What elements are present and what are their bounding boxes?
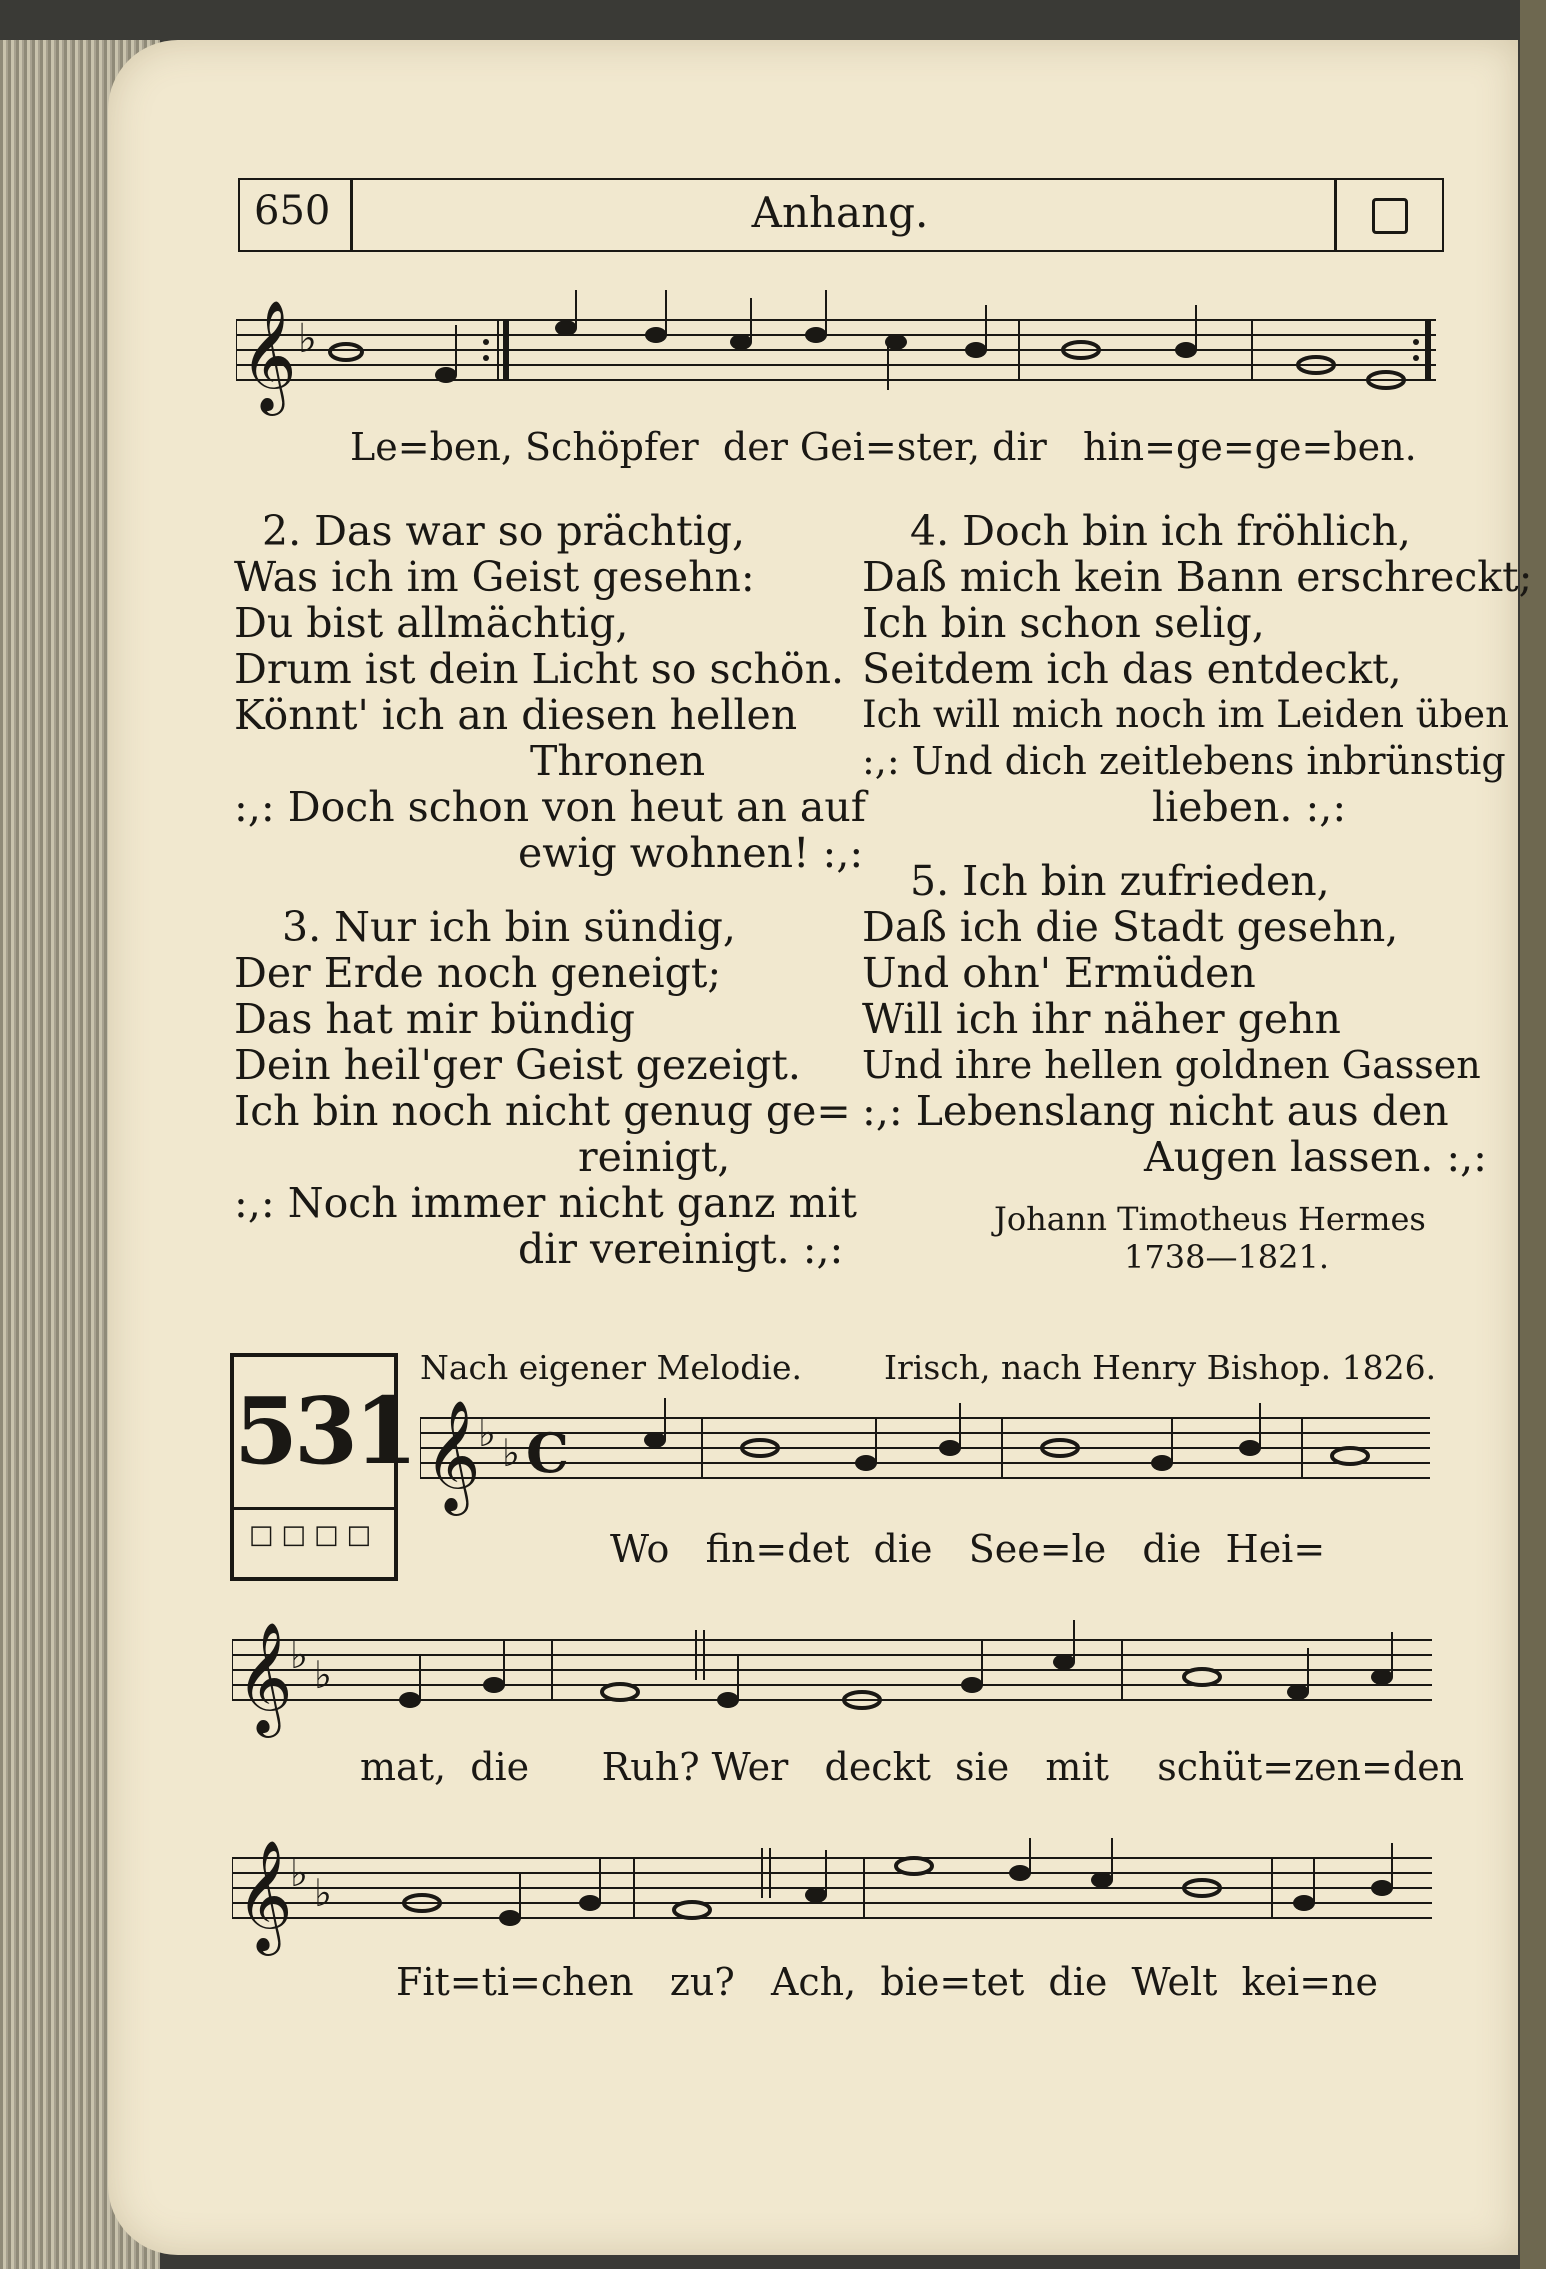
flat-icon: ♭ — [478, 1411, 496, 1455]
verse-2-line: Drum ist dein Licht so schön. — [234, 645, 845, 693]
verse-3-line: :,: Noch immer nicht ganz mit — [234, 1179, 858, 1227]
running-head: Anhang. — [751, 188, 929, 237]
verse-5-line: Und ihre hellen goldnen Gassen — [862, 1043, 1481, 1087]
hymn-number-divider — [234, 1507, 394, 1510]
verse-3-line: Dein heil'ger Geist gezeigt. — [234, 1041, 801, 1089]
common-time-icon: C — [526, 1421, 569, 1485]
verse-3-line: reinigt, — [578, 1133, 731, 1181]
lyrics-line: Le=ben, Schöpfer der Gei=ster, dir hin=ge=ge=ben. — [350, 425, 1417, 469]
verse-3-line: Ich bin noch nicht genug ge= — [234, 1087, 851, 1135]
verse-5-line: Augen lassen. :,: — [1144, 1133, 1487, 1181]
lyrics-line: Fit=ti=chen zu? Ach, bie=tet die Welt kei=ne — [396, 1960, 1379, 2004]
verse-3-line: Der Erde noch geneigt; — [234, 949, 722, 997]
verse-5-line: :,: Lebenslang nicht aus den — [862, 1087, 1449, 1135]
flat-icon: ♭ — [314, 1653, 332, 1697]
treble-clef-icon: 𝄞 — [236, 1621, 293, 1733]
verse-5-line: 5. Ich bin zufrieden, — [910, 857, 1330, 905]
verse-4-line: Ich bin schon selig, — [862, 599, 1265, 647]
verse-2-line: Du bist allmächtig, — [234, 599, 629, 647]
music-staff-531-2 — [232, 1620, 1452, 1750]
verse-2-line: Was ich im Geist gesehn: — [234, 553, 755, 601]
lyrics-line: Wo fin=det die See=le die Hei= — [610, 1527, 1326, 1571]
verse-3-line: dir vereinigt. :,: — [518, 1225, 844, 1273]
verse-4-line: Seitdem ich das entdeckt, — [862, 645, 1402, 693]
melody-attribution: Irisch, nach Henry Bishop. 1826. — [884, 1348, 1437, 1387]
verse-4-line: Ich will mich noch im Leiden üben — [862, 693, 1509, 736]
verse-4-line: 4. Doch bin ich fröhlich, — [910, 507, 1411, 555]
verse-2-line: :,: Doch schon von heut an auf — [234, 783, 866, 831]
verse-2-line: ewig wohnen! :,: — [518, 829, 864, 877]
hymn-number: 531 — [234, 1377, 415, 1485]
verse-2-line: 2. Das war so prächtig, — [262, 507, 745, 555]
header-divider — [350, 178, 353, 250]
verse-2-line: Könnt' ich an diesen hellen — [234, 691, 798, 739]
treble-clef-icon: 𝄞 — [424, 1399, 481, 1511]
music-staff-531-3 — [232, 1838, 1452, 1968]
melody-note: Nach eigener Melodie. — [420, 1348, 802, 1387]
verse-4-line: :,: Und dich zeitlebens inbrünstig — [862, 739, 1506, 783]
flat-icon: ♭ — [314, 1871, 332, 1915]
hymn-number-box — [230, 1353, 415, 1581]
author-dates: 1738—1821. — [1124, 1238, 1330, 1276]
verse-5-line: Und ohn' Ermüden — [862, 949, 1256, 997]
page-number: 650 — [254, 188, 331, 234]
music-staff-top — [236, 290, 1456, 420]
verse-5-line: Daß ich die Stadt gesehn, — [862, 903, 1399, 951]
flat-icon: ♭ — [298, 316, 317, 362]
author-name: Johann Timotheus Hermes — [994, 1200, 1426, 1238]
verse-4-line: Daß mich kein Bann erschreckt; — [862, 553, 1533, 601]
verse-2-line: Thronen — [530, 737, 706, 785]
header-divider — [1334, 178, 1337, 250]
verse-4-line: lieben. :,: — [1152, 783, 1347, 831]
flat-icon: ♭ — [502, 1431, 520, 1475]
treble-clef-icon: 𝄞 — [236, 1839, 293, 1951]
verse-5-line: Will ich ihr näher gehn — [862, 995, 1341, 1043]
book-cover-edge — [1520, 0, 1546, 2269]
verse-3-line: 3. Nur ich bin sündig, — [282, 903, 736, 951]
music-staff-531-1 — [420, 1398, 1440, 1528]
lyrics-line: mat, die Ruh? Wer deckt sie mit schüt=zen=den — [360, 1745, 1465, 1789]
flat-icon: ♭ — [290, 1633, 308, 1677]
hymn-mark-symbols: □□□□ — [248, 1520, 380, 1550]
flat-icon: ♭ — [290, 1851, 308, 1895]
verse-3-line: Das hat mir bündig — [234, 995, 636, 1043]
square-symbol-icon — [1372, 198, 1408, 234]
treble-clef-icon: 𝄞 — [240, 299, 297, 411]
